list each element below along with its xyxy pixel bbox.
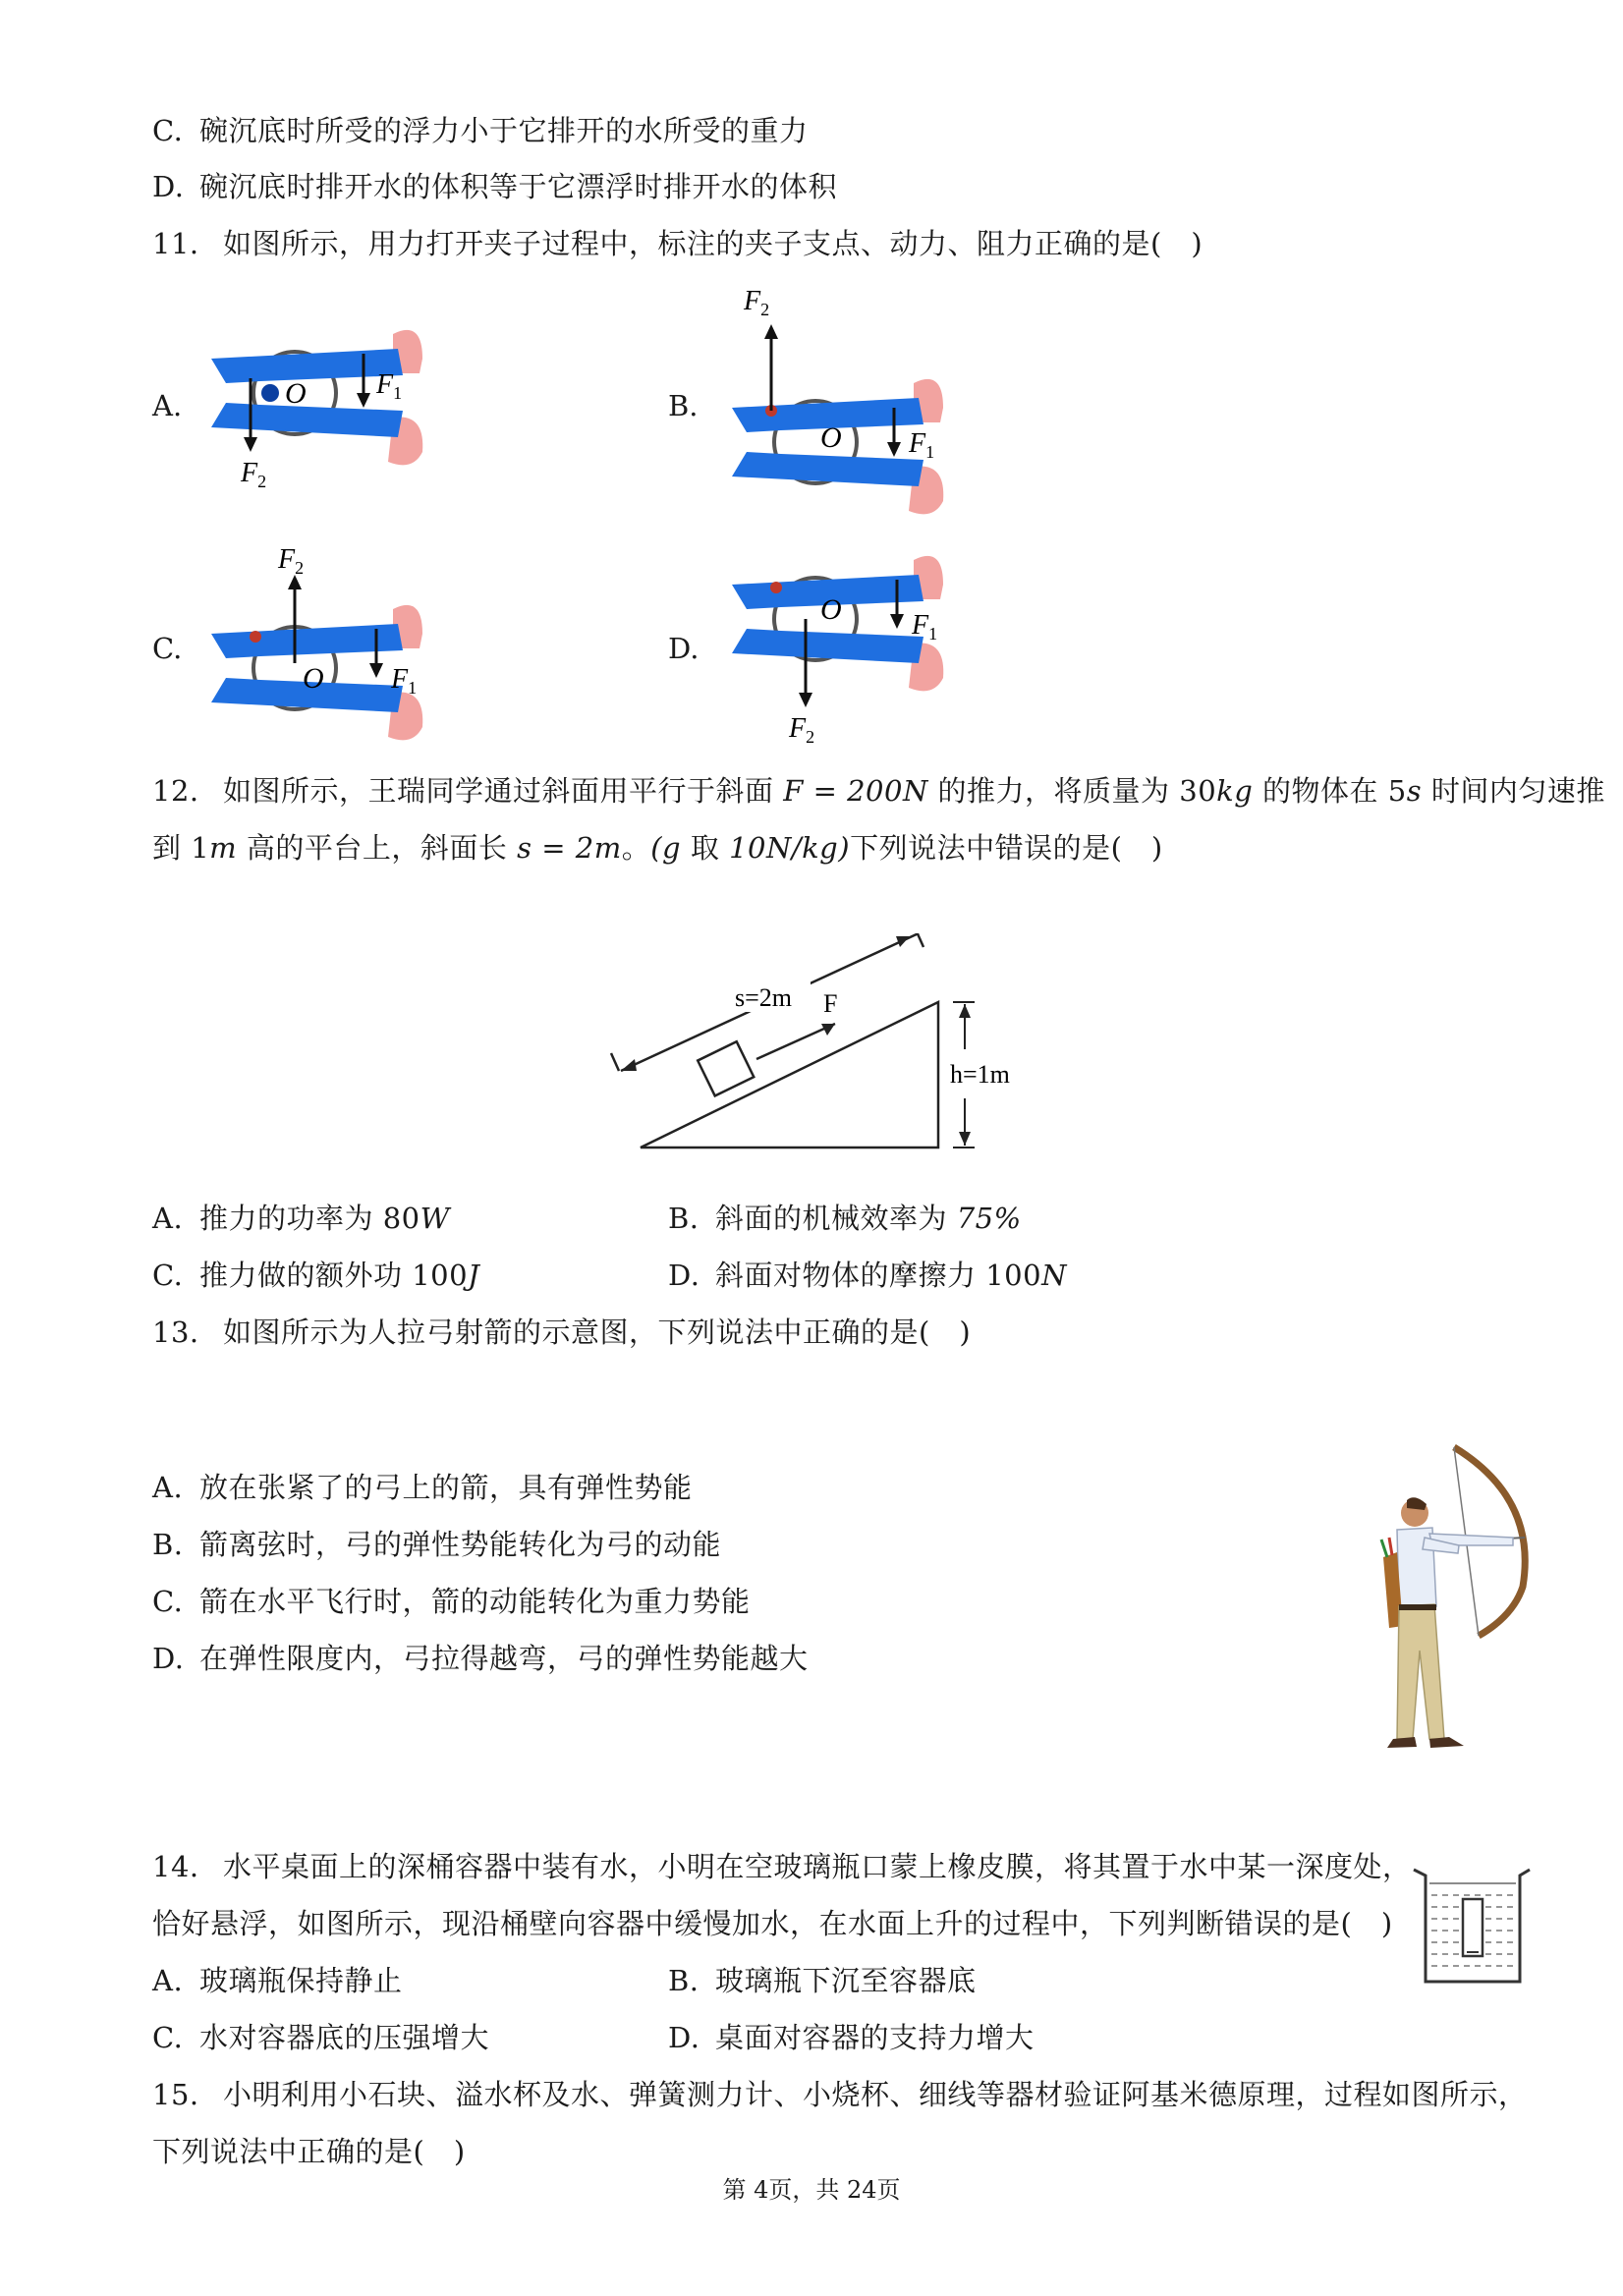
stem-text: 小明利用小石块、溢水杯及水、弹簧测力计、小烧杯、细线等器材验证阿基米德原理，过程如图所示， — [223, 2078, 1528, 2111]
option-letter: D. — [668, 1259, 700, 1292]
beaker-icon — [1410, 1862, 1533, 1989]
option-text: 推力做的额外功 100 — [199, 1259, 469, 1292]
q13-stem — [152, 1313, 971, 1352]
arrow-fletch — [1381, 1540, 1387, 1557]
bottle-icon — [1463, 1899, 1483, 1956]
arrowhead-icon — [764, 324, 778, 339]
label-f: F — [376, 369, 394, 400]
arrow-fletch — [1389, 1538, 1392, 1555]
option-letter: D. — [668, 2021, 700, 2054]
label-sub: 1 — [408, 678, 418, 698]
stem-text: 时间内匀速推 — [1430, 774, 1605, 808]
label-f: F — [391, 664, 409, 695]
stem-text: 的物体在 5 — [1262, 774, 1407, 808]
q14-option-b — [668, 1961, 977, 2000]
arrowhead-icon — [959, 1004, 971, 1018]
label-o: O — [303, 662, 324, 695]
q14-option-a — [152, 1961, 403, 2000]
option-letter: B. — [668, 1964, 700, 1997]
option-letter: C. — [152, 2021, 184, 2054]
question-number: 15. — [152, 2078, 199, 2111]
option-text: 碗沉底时所受的浮力小于它排开的水所受的重力 — [199, 114, 809, 147]
q11-option-a-letter: A. — [152, 389, 183, 422]
stem-unit: s — [1406, 774, 1423, 808]
pivot-icon — [770, 582, 782, 593]
option-text: 推力的功率为 80 — [199, 1202, 420, 1235]
force-arrow — [756, 1024, 835, 1059]
stem-text: 高的平台上，斜面长 — [246, 831, 508, 865]
label-o: O — [820, 421, 842, 454]
arrowhead-icon — [244, 437, 257, 452]
arrowhead-icon — [357, 393, 370, 408]
stem-formula: (g — [650, 831, 682, 865]
label-f2 — [240, 458, 266, 491]
option-letter: A. — [152, 1202, 184, 1235]
q13-option-b — [152, 1525, 721, 1564]
q13-option-d — [152, 1639, 809, 1678]
option-text: 在弹性限度内，弓拉得越弯，弓的弹性势能越大 — [199, 1642, 809, 1675]
arrowhead-icon — [369, 663, 383, 678]
clip-jaw-bottom — [211, 403, 403, 437]
block-icon — [698, 1041, 754, 1095]
question-number: 11. — [152, 227, 199, 260]
q14-option-d — [668, 2018, 1035, 2057]
height-label: h=1m — [950, 1060, 1010, 1089]
q12-stem-line2 — [152, 828, 1163, 868]
option-text: 箭离弦时，弓的弹性势能转化为弓的动能 — [199, 1528, 722, 1561]
q11-option-c-letter: C. — [152, 632, 183, 665]
question-text: 如图所示，用力打开夹子过程中，标注的夹子支点、动力、阻力正确的是( ) — [223, 227, 1203, 260]
stem-text: 水平桌面上的深桶容器中装有水，小明在空玻璃瓶口蒙上橡皮膜，将其置于水中某一深度处， — [223, 1850, 1412, 1883]
q12-option-a — [152, 1199, 450, 1238]
label-sub: 2 — [760, 300, 770, 319]
q14-stem-line2 — [152, 1904, 1393, 1943]
q10-option-c — [152, 111, 809, 150]
question-number: 13. — [152, 1316, 199, 1349]
q14-stem-line1 — [152, 1847, 1412, 1886]
label-sub: 1 — [925, 442, 935, 462]
label-sub: 2 — [257, 472, 267, 491]
tick-mark — [611, 1053, 619, 1071]
arrowhead-icon — [887, 442, 901, 457]
label-f: F — [909, 428, 926, 459]
shoe — [1387, 1737, 1417, 1748]
stem-text: 到 1 — [152, 831, 210, 865]
option-text: 水对容器底的压强增大 — [199, 2021, 490, 2054]
label-f: F — [278, 544, 296, 575]
option-letter: D. — [152, 170, 185, 203]
hair — [1407, 1497, 1427, 1510]
q13-option-c — [152, 1582, 751, 1621]
stem-unit: m — [209, 831, 238, 865]
stem-formula: 10N/kg) — [729, 831, 851, 865]
arrowhead-icon — [799, 693, 812, 707]
option-text: 玻璃瓶保持静止 — [199, 1964, 403, 1997]
label-f2 — [743, 286, 769, 319]
pivot-icon — [261, 384, 279, 402]
q11-option-b-letter: B. — [668, 389, 699, 422]
q12-option-c — [152, 1256, 479, 1295]
stem-text: 。 — [621, 831, 651, 865]
force-label: F — [823, 989, 838, 1018]
arrowhead-icon — [890, 614, 904, 629]
option-text: 放在张紧了的弓上的箭，具有弹性势能 — [199, 1471, 693, 1504]
stem-text: 恰好悬浮，如图所示，现沿桶壁向容器中缓慢加水，在水面上升的过程中，下列判断错误的是( ) — [152, 1907, 1393, 1940]
stem-text: 取 — [690, 831, 720, 865]
option-letter: B. — [668, 1202, 700, 1235]
arrowhead-icon — [621, 1059, 637, 1071]
option-text: 箭在水平飞行时，箭的动能转化为重力势能 — [199, 1585, 751, 1618]
shoe — [1429, 1737, 1464, 1748]
q15-stem-line1 — [152, 2075, 1528, 2114]
option-unit: J — [468, 1259, 480, 1292]
clip-jaw-bottom — [732, 629, 923, 663]
label-f2 — [277, 544, 304, 578]
stem-text: 下列说法中错误的是( ) — [850, 831, 1163, 865]
option-unit: 75% — [956, 1202, 1022, 1235]
arrowhead-icon — [896, 936, 910, 947]
option-letter: B. — [152, 1528, 184, 1561]
option-letter: C. — [152, 1259, 184, 1292]
q15-stem-line2 — [152, 2132, 466, 2171]
option-unit: W — [420, 1202, 450, 1235]
label-f: F — [912, 610, 929, 641]
label-o: O — [820, 593, 842, 626]
option-letter: C. — [152, 114, 184, 147]
option-letter: A. — [152, 1471, 184, 1504]
stem-text: 下列说法中正确的是( ) — [152, 2135, 466, 2168]
question-number: 14. — [152, 1850, 199, 1883]
label-sub: 2 — [295, 558, 305, 578]
option-text: 玻璃瓶下沉至容器底 — [715, 1964, 977, 1997]
option-letter: A. — [152, 1964, 184, 1997]
clip-figure-c — [201, 540, 437, 756]
question-number: 12. — [152, 774, 199, 808]
label-sub: 2 — [806, 727, 815, 747]
option-text: 斜面的机械效率为 — [715, 1202, 948, 1235]
label-f: F — [744, 286, 761, 316]
stem-text: 的推力，将质量为 30 — [937, 774, 1217, 808]
stem-text: 如图所示，王瑞同学通过斜面用平行于斜面 — [223, 774, 774, 808]
arrowhead-icon — [959, 1132, 971, 1146]
pivot-icon — [250, 631, 261, 643]
stem-unit: kg — [1216, 774, 1254, 808]
label-f2 — [788, 713, 814, 747]
option-letter: D. — [152, 1642, 185, 1675]
archer-icon — [1375, 1439, 1542, 1764]
q14-option-c — [152, 2018, 489, 2057]
option-text: 桌面对容器的支持力增大 — [715, 2021, 1035, 2054]
clip-figure-a — [201, 314, 437, 491]
q12-stem-line1 — [152, 771, 1605, 811]
label-f1 — [390, 664, 417, 698]
clip-figure-b — [722, 280, 958, 526]
q12-option-d — [668, 1256, 1067, 1295]
incline-triangle — [641, 1002, 938, 1148]
option-letter: C. — [152, 1585, 184, 1618]
q13-option-a — [152, 1468, 693, 1507]
trousers — [1397, 1604, 1444, 1739]
clip-jaw-top — [211, 349, 403, 383]
stem-formula: F = 200N — [783, 774, 928, 808]
label-f1 — [911, 610, 937, 644]
clip-jaw-top — [211, 624, 403, 658]
belt — [1399, 1604, 1436, 1610]
label-f: F — [789, 713, 807, 744]
label-o: O — [285, 377, 307, 410]
option-text: 碗沉底时排开水的体积等于它漂浮时排开水的体积 — [199, 170, 838, 203]
q10-option-d — [152, 167, 837, 206]
label-sub: 1 — [928, 624, 938, 644]
question-text: 如图所示为人拉弓射箭的示意图，下列说法中正确的是( ) — [223, 1316, 972, 1349]
page-footer: 第 4页，共 24页 — [722, 2176, 901, 2204]
label-f1 — [908, 428, 934, 462]
option-unit: N — [1041, 1259, 1067, 1292]
label-sub: 1 — [393, 383, 403, 403]
stem-formula: s = 2m — [517, 831, 622, 865]
q12-option-b — [668, 1199, 1022, 1238]
length-label: s=2m — [735, 983, 793, 1012]
q11-option-d-letter: D. — [668, 632, 700, 665]
incline-figure — [599, 933, 1032, 1159]
label-f: F — [241, 458, 258, 488]
option-text: 斜面对物体的摩擦力 100 — [715, 1259, 1042, 1292]
clip-figure-d — [722, 550, 958, 747]
q11-stem — [152, 224, 1203, 263]
clip-jaw-bottom — [732, 452, 923, 486]
